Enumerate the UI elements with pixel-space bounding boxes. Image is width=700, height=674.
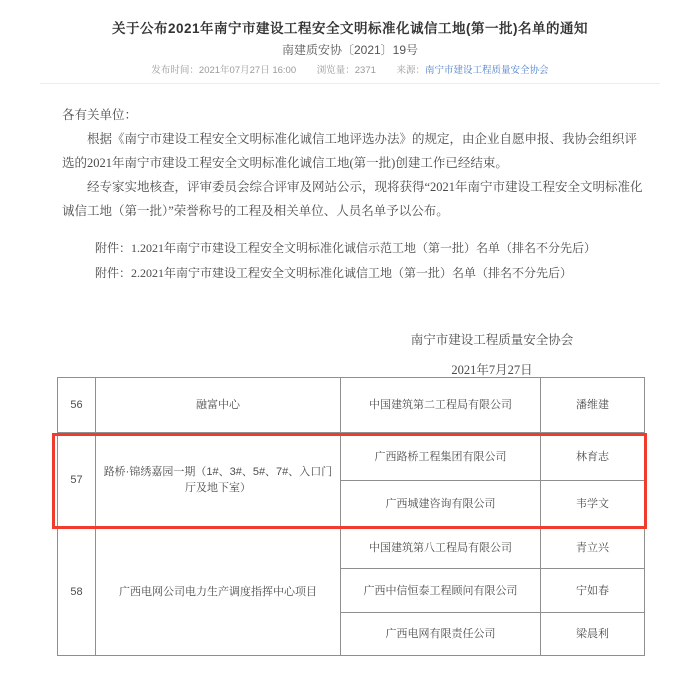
- view-count: 浏览量：2371: [316, 65, 376, 76]
- row-number-cell: 56: [58, 378, 96, 433]
- company-cell: 广西路桥工程集团有限公司: [341, 433, 541, 481]
- signature-date: 2021年7月27日: [451, 363, 533, 377]
- signature-block: [392, 330, 592, 378]
- source-wrap: [397, 65, 549, 76]
- table-row: [58, 528, 645, 569]
- page-title: 关于公布2021年南宁市建设工程安全文明标准化诚信工地(第一批)名单的通知: [111, 21, 589, 36]
- table-row: [58, 433, 645, 481]
- meta-line: [0, 62, 700, 76]
- attachment-2: 附件：2.2021年南宁市建设工程安全文明标准化诚信工地（第一批）名单（排名不分先后）: [95, 266, 573, 280]
- paragraph-2: 经专家实地核查，评审委员会综合评审及网站公示，现将获得“2021年南宁市建设工程安全文明标准化诚信工地（第一批）”荣誉称号的工程及相关单位、人员名单予以公布。: [62, 180, 643, 218]
- notice-body: [62, 103, 644, 223]
- publish-time: 发布时间：2021年07月27日 16:00: [151, 65, 297, 76]
- attachments: [95, 236, 660, 286]
- project-name-cell: 融富中心: [96, 378, 341, 433]
- company-cell: 广西中信恒泰工程顾问有限公司: [341, 569, 541, 613]
- salutation: 各有关单位：: [62, 108, 138, 122]
- row-number-cell: 58: [58, 528, 96, 656]
- row-number-cell: 57: [58, 433, 96, 528]
- person-cell: 梁晨利: [541, 613, 645, 656]
- company-cell: 中国建筑第八工程局有限公司: [341, 528, 541, 569]
- company-cell: 广西电网有限责任公司: [341, 613, 541, 656]
- honor-roster-table: [57, 377, 645, 656]
- project-name-cell: 路桥·锦绣嘉园一期（1#、3#、5#、7#、入口门厅及地下室）: [96, 433, 341, 528]
- table-row: [58, 378, 645, 433]
- person-cell: 韦学文: [541, 481, 645, 528]
- paragraph-1: 根据《南宁市建设工程安全文明标准化诚信工地评选办法》的规定，由企业自愿申报、我协会组织评选的2021年南宁市建设工程安全文明标准化诚信工地(第一批)创建工作已经结束。: [62, 132, 638, 170]
- person-cell: 宁如春: [541, 569, 645, 613]
- person-cell: 青立兴: [541, 528, 645, 569]
- attachment-1: 附件：1.2021年南宁市建设工程安全文明标准化诚信示范工地（第一批）名单（排名不分先后）: [95, 241, 597, 255]
- person-cell: 林育志: [541, 433, 645, 481]
- person-cell: 潘维建: [541, 378, 645, 433]
- source-label: 来源：: [396, 65, 426, 76]
- company-cell: 中国建筑第二工程局有限公司: [341, 378, 541, 433]
- signature-org: 南宁市建设工程质量安全协会: [410, 333, 574, 347]
- company-cell: 广西城建咨询有限公司: [341, 481, 541, 528]
- document-number: 南建质安协〔2021〕19号: [281, 43, 419, 57]
- project-name-cell: 广西电网公司电力生产调度指挥中心项目: [96, 528, 341, 656]
- header-divider: [40, 83, 660, 84]
- source-link[interactable]: 南宁市建设工程质量安全协会: [425, 65, 549, 76]
